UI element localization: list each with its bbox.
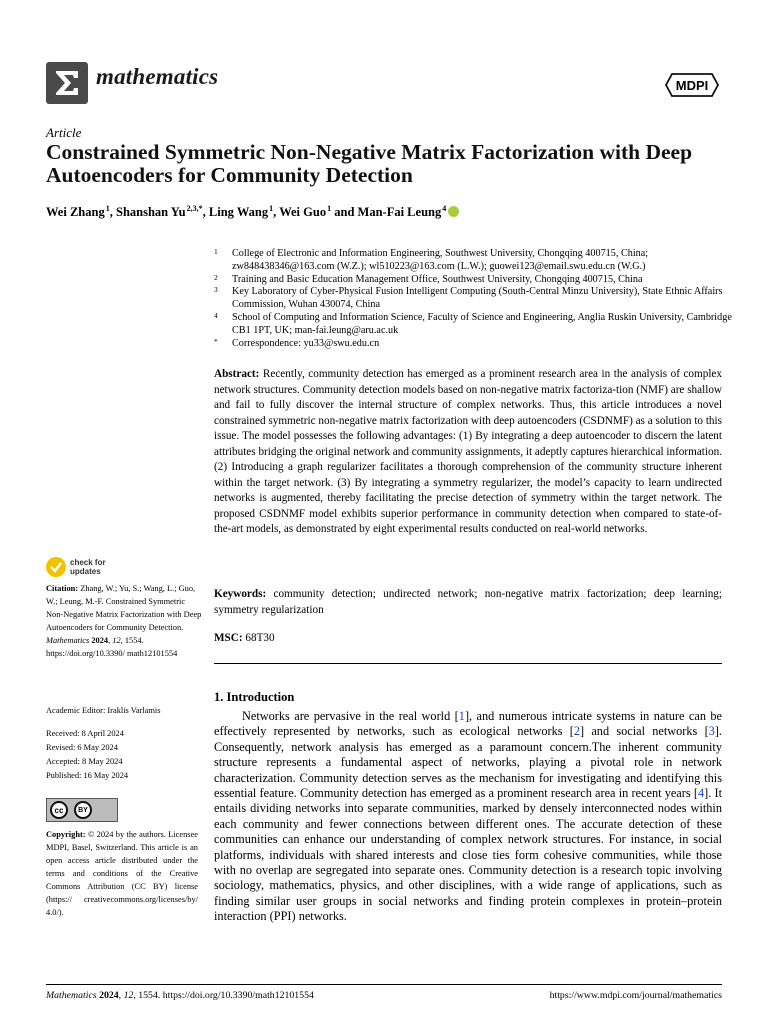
citation-block: Citation: Zhang, W.; Yu, S.; Wang, L.; Guo, W.; Leung, M.-F. Constrained Symmetric Non-Negative Matrix Factorization with Deep Autoencoders for Community Detection. Mathematics 2024, 12, 1554. https://doi.org/10.3390/ math12101554: [46, 584, 202, 658]
attribution-icon: BY: [74, 801, 92, 819]
affiliation-text: Key Laboratory of Cyber-Physical Fusion Intelligent Computing (South-Central Minzu University), State Ethnic Affairs Commission, Wuhan 430074, China: [232, 286, 723, 310]
abstract-label: Abstract:: [214, 368, 260, 380]
author-name: Ling Wang: [208, 205, 269, 220]
author-name: Shanshan Yu: [116, 205, 186, 220]
check-icon: [46, 557, 66, 577]
copyright-text: © 2024 by the authors. Licensee MDPI, Basel, Switzerland. This article is an open access article distributed under the terms and conditions of the Creative Commons Attribution (CC BY) license (https:// creativecommons.org/licenses/by/ 4.0/).: [46, 830, 198, 917]
abstract: [214, 367, 722, 538]
section-divider: [214, 663, 722, 664]
cc-icon: cc: [50, 801, 68, 819]
intro-text: ]. Consequently, network analysis has emerged as a paramount concern.The inherent community structure represents a fundamental aspect of networks, playing a pivotal role in network characterization. Community detection serves as the mechanism for investigating and identifying this essential feature. Community detection has emerged as a prominent research area in recent years [: [214, 724, 722, 801]
intro-text: ] and social networks [: [580, 724, 709, 739]
author-separator: ,: [109, 205, 116, 220]
correspondence-text: Correspondence: yu33@swu.edu.cn: [232, 338, 380, 349]
citation-year: 2024: [91, 636, 109, 645]
academic-editor: Academic Editor: Iraklis Varlamis: [46, 706, 161, 715]
citation-doi[interactable]: , 1554. https://doi.org/10.3390/ math12101554: [46, 636, 178, 658]
keywords-text: community detection; undirected network; non-negative matrix factorization; deep learning; symmetry regularization: [214, 588, 722, 616]
journal-logo: [46, 62, 88, 104]
intro-text: ]. It entails dividing networks into separate communities, marked by densely interconnected nodes within each community and fewer connections between different ones. The accurate detection of these communities can enhance our understanding of complex network structures. For instance, in social platforms, individuals with shared interests and close ties form cohesive communities, while those with no overlap are segregated into separate ones. Community detection is a research topic involving sociology, mathematics, physics, and other disciplines, with a wide range of applications, such as finding similar user groups in social networks and finding protein complexes in protein–protein interaction (PPI) networks.: [214, 786, 722, 924]
citation-volume: 12: [112, 636, 121, 645]
citation-link[interactable]: 3: [708, 724, 715, 739]
author-separator: ,: [202, 205, 209, 220]
author-affiliation-mark: 4: [442, 204, 447, 213]
citation-link[interactable]: 4: [697, 786, 705, 801]
citation-link[interactable]: 2: [573, 724, 581, 739]
footer-divider: [46, 984, 722, 985]
citation-label: Citation:: [46, 584, 79, 593]
affiliation-text: College of Electronic and Information Engineering, Southwest University, Chongqing 400715, China; zw848438346@163.com (W.Z.); wl510223@163.com (L.W.); guowei123@email.swu.edu.cn (W.G.): [232, 248, 649, 272]
copyright-notice: [46, 828, 198, 919]
footer-journal: Mathematics: [46, 990, 97, 1001]
footer-doi[interactable]: , 1554. https://doi.org/10.3390/math12101554: [133, 990, 314, 1001]
mdpi-logo: [664, 70, 720, 100]
footer-year: 2024: [99, 990, 119, 1001]
citation-link[interactable]: 1: [458, 709, 465, 723]
affiliation-number: 1: [214, 247, 218, 256]
section-heading: 1. Introduction: [214, 690, 295, 704]
affiliation-text: Training and Basic Education Management Office, Southwest University, Chongqing 400715, China: [232, 274, 643, 285]
keywords-label: Keywords:: [214, 588, 267, 600]
footer-citation: Mathematics 2024, 12, 1554. https://doi.org/10.3390/math12101554: [46, 990, 314, 1001]
affiliation-number: 2: [214, 273, 218, 282]
article-type: Article: [46, 125, 82, 140]
author-name: Man-Fai Leung: [357, 205, 442, 220]
journal-name: mathematics: [96, 64, 219, 89]
affiliation-number: *: [214, 337, 218, 346]
affiliation-text: School of Computing and Information Science, Faculty of Science and Engineering, Anglia Ruskin University, Cambridge CB1 1PT, UK; man-fai.leung@aru.ac.uk: [232, 312, 732, 336]
cc-license-badge[interactable]: [46, 798, 118, 822]
citation-journal: Mathematics: [46, 636, 90, 645]
affiliation-number: 4: [214, 311, 218, 320]
check-updates-line1: check for: [70, 558, 106, 567]
revised-date: Revised: 6 May 2024: [46, 743, 118, 752]
author-list: [46, 204, 459, 220]
abstract-text: Recently, community detection has emerged as a prominent research area in the analysis of complex network structures. Community detection models based on non-negative matrix factoriza-tion (NMF) are shallow and fail to fully discover the internal structure of complex networks. Thus, this article introduces a novel constrained symmetric non-negative matrix factorization with deep autoencoders (CSDNMF) as a solution to this issue. The model possesses the following advantages: (1) By integrating a deep autoencoder to discern the latent attributes bridging the original network and community assignments, it adeptly captures hierarchical information. (2) Introducing a graph regularizer facilitates a thorough comprehension of the community structure inherent within the target network. (3) By integrating a symmetry regularizer, the model’s capacity to learn undirected networks is augmented, thereby facilitating the precise detection of symmetry within the target network. The proposed CSDNMF model exhibits superior performance in community detection when compared to state-of-the-art models, as demonstrated by eight experimental results conducted on real-world networks.: [214, 368, 722, 535]
author-separator: ,: [273, 205, 280, 220]
author-separator: and: [331, 205, 358, 220]
intro-text: Networks are pervasive in the real world [: [242, 709, 459, 723]
author-name: Wei Zhang: [46, 205, 105, 220]
author-affiliation-mark: 1: [327, 204, 332, 213]
orcid-icon[interactable]: [448, 206, 459, 217]
affiliation-number: 3: [214, 285, 218, 294]
check-updates-line2: updates: [70, 567, 101, 576]
received-date: Received: 8 April 2024: [46, 729, 124, 738]
published-date: Published: 16 May 2024: [46, 771, 129, 780]
footer-journal-url[interactable]: https://www.mdpi.com/journal/mathematics: [549, 990, 722, 1001]
author-affiliation-mark: 1: [269, 204, 274, 213]
accepted-date: Accepted: 8 May 2024: [46, 757, 123, 766]
author-affiliation-mark: 2,3,*: [186, 204, 203, 213]
page-title: Constrained Symmetric Non-Negative Matrix Factorization with Deep Autoencoders for Community Detection: [46, 140, 693, 187]
introduction-paragraph: [214, 709, 722, 925]
intro-text: ], and numerous intricate systems in nature can be effectively represented by networks, such as ecological networks [: [214, 709, 723, 739]
msc-text: 68T30: [245, 632, 275, 644]
footer-volume: 12: [123, 990, 134, 1001]
publisher-name: MDPI: [675, 78, 709, 93]
author-affiliation-mark: 1: [105, 204, 110, 213]
sigma-icon: [52, 68, 82, 98]
author-name: Wei Guo: [279, 205, 327, 220]
msc-label: MSC:: [214, 632, 243, 644]
copyright-label: Copyright:: [46, 830, 86, 839]
keywords: [214, 587, 722, 618]
citation-text: Zhang, W.; Yu, S.; Wang, L.; Guo, W.; Leung, M.-F. Constrained Symmetric Non-Negative Matrix Factorization with Deep Autoencoders for Community Detection.: [46, 584, 202, 632]
check-for-updates-button[interactable]: [46, 556, 126, 578]
msc: [214, 632, 275, 644]
